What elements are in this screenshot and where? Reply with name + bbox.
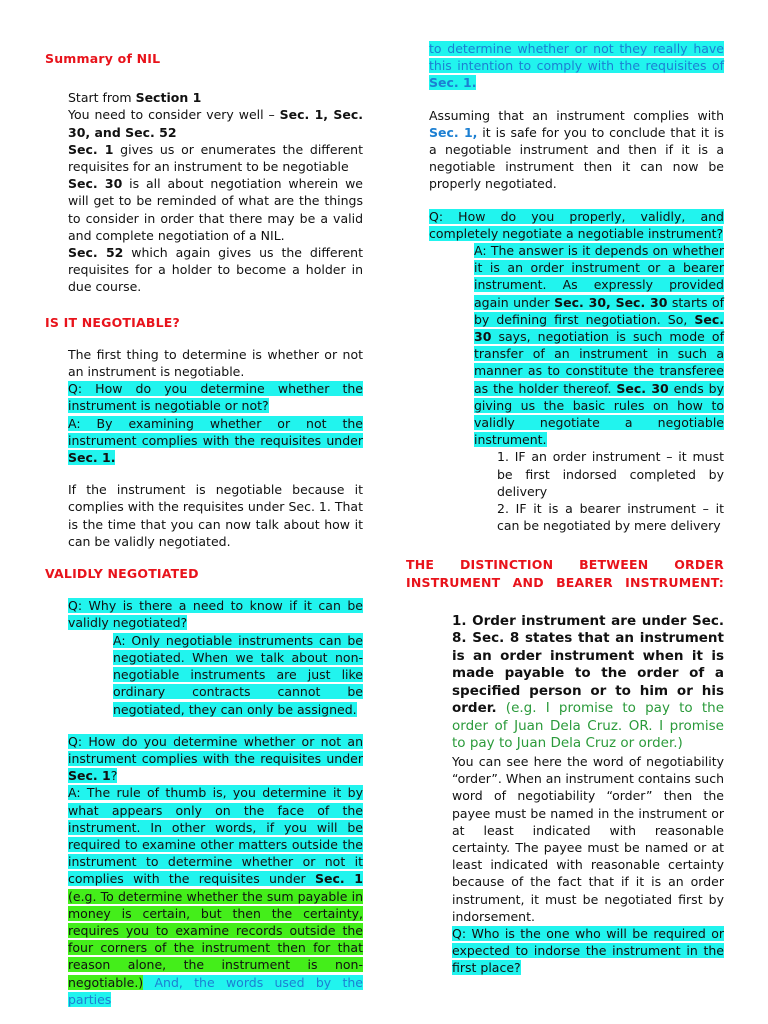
rule-1: 1. IF an order instrument – it must be first indorsed completed by delivery [497,449,724,499]
if-negotiable-paragraph: If the instrument is negotiable because it complies with the requisites under Sec. 1. That is the time that you can now talk about how it can be validly negotiated. [68,482,363,549]
a-negotiable: A: By examining whether or not the instrument complies with the requisites under Sec. 1. [68,415,363,466]
a-why-block [113,632,363,718]
continuation-block [429,40,724,242]
negotiable-block [68,346,363,550]
q-properly: Q: How do you properly, validly, and completely negotiate a negotiable instrument? [429,208,724,241]
order-block [452,613,724,977]
a-why: A: Only negotiable instruments can be negotiated. When we talk about non-negotiable instruments are just like ordinary contracts cannot be negotiated, they can only be assigned. [113,632,363,717]
order-paragraph: 1. Order instrument are under Sec. 8. Sec. 8 states that an instrument is an order instrument when it is made payable to the order of a specified person or to him or his order. (e.g. I promise to pay to the order of Juan Dela Cruz. OR. I promise to pay to Juan Dela Cruz or order.) [452,612,724,752]
rule-2: 2. IF it is a bearer instrument – it can be negotiated by mere delivery [497,501,724,534]
q-why: Q: Why is there a need to know if it can be validly negotiated? [68,598,363,631]
rules-list [497,448,724,534]
order-explain-paragraph: You can see here the word of negotiability “order”. When an instrument contains such word of negotiability “order” then the payee must be named in the instrument or at least indicated with reasonable certainty. The payee must be named or at least indicated with reasonable certainty because of the fact that if it is an order instrument, it must be negotiated first by indorsement. [452,753,724,924]
heading-is-it-negotiable: IS IT NEGOTIABLE? [45,314,180,330]
first-thing-paragraph: The first thing to determine is whether or not an instrument is negotiable. [68,346,363,380]
a-rule: A: The rule of thumb is, you determine it by what appears only on the face of the instrument. In other words, if you will be required to examine other matters outside the instrument to determine whether or not it complies with the requisites under Sec. 1 (e.g. To determine whether the sum payable in money is certain, but then the certainty, requires you to examine records outside the four corners of the instrument then for that reason alone, the instrument is non-negotiable.) And, the words used by the parties [68,785,363,1007]
right-column [406,40,724,977]
heading-validly-negotiated: VALIDLY NEGOTIATED [45,566,199,582]
sec1-paragraph: Sec. 1 gives us or enumerates the different requisites for an instrument to be negotiable [68,141,363,175]
consider-line: You need to consider very well – Sec. 1, Sec. 30, and Sec. 52 [68,107,363,140]
left-column [45,40,363,1008]
assuming-paragraph: Assuming that an instrument complies with Sec. 1, it is safe for you to conclude that it is a negotiable instrument and then if it is a negotiable instrument then it can now be properly negotiated. [429,107,725,192]
q-how: Q: How do you determine whether or not an instrument complies with the requisites under Sec. 1? [68,733,363,784]
sec30-paragraph: Sec. 30 is all about negotiation wherein we will get to be reminded of what are the things to consider in order that there may be a valid and complete negotiation of a NIL. [68,176,363,243]
a-properly: A: The answer is it depends on whether it is an order instrument or a bearer instrument. As expressly provided again under Sec. 30, Sec. 30 starts of by defining first negotiation. So, Sec. 30 says, negotiation is such mode of transfer of an instrument in such a manner as to constitute the transferee as the holder thereof. Sec. 30 ends by giving us the basic rules on how to validly negotiate a negotiable instrument. [474,243,724,448]
sec52-paragraph: Sec. 52 which again gives us the different requisites for a holder to become a holder in due course. [68,245,363,295]
q-negotiable: Q: How do you determine whether the instrument is negotiable or not? [68,381,363,414]
rule-block [68,733,363,1008]
q-who: Q: Who is the one who will be required or expected to indorse the instrument in the first place? [452,925,724,976]
heading-distinction: THE DISTINCTION BETWEEN ORDER INSTRUMENT AND BEARER INSTRUMENT: [406,557,724,590]
validly-block [68,597,363,631]
a-properly-block [474,242,724,448]
summary-title: Summary of NIL [45,51,161,66]
continuation-paragraph: to determine whether or not they really have this intention to comply with the requisites of Sec. 1. [429,41,724,91]
intro-block [68,89,363,295]
start-line: Start from Section 1 [68,90,202,106]
